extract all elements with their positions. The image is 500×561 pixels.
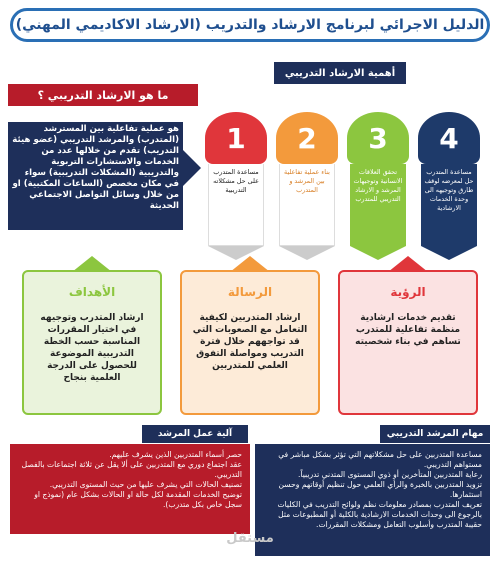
definition-arrow-icon — [183, 150, 201, 186]
importance-label: أهمية الارشاد التدريبي — [274, 62, 406, 84]
step-1-badge: 1 — [205, 112, 267, 164]
vision-card — [338, 270, 478, 415]
step-4-point-icon — [421, 246, 477, 260]
mechanism-label: آلية عمل المرشد — [142, 425, 248, 443]
watermark-logo: مستقل — [226, 531, 274, 546]
step-3-text: تحقق العلاقات الانسانية وتوجيهات المرشد و الارشاد التدريبي للمتدرب — [350, 164, 406, 246]
vision-card-arrow-icon — [388, 256, 428, 272]
vision-card-title: الرؤية — [390, 285, 426, 299]
message-card-arrow-icon — [230, 256, 270, 272]
step-3-badge: 3 — [347, 112, 409, 164]
goals-card-title: الأهداف — [68, 285, 116, 299]
goals-card-arrow-icon — [72, 256, 112, 272]
goals-card — [22, 270, 162, 415]
tasks-label: مهام المرشد التدريبي — [380, 425, 490, 443]
page-title: الدليل الاجرائي لبرنامج الارشاد والتدريب (الارشاد الاكاديمي المهني) — [15, 17, 485, 33]
mechanism-line-4: توضيح الخدمات المقدمة لكل حالة او الحالات بشكل عام (نموذج او سجل خاص بكل متدرب). — [34, 490, 242, 509]
tasks-line-1: مساعدة المتدربين على حل مشكلاتهم التي تؤثر بشكل مباشر في مستواهم التدريبي. — [278, 450, 482, 469]
step-1 — [205, 112, 267, 260]
step-2-text: بناء عملية تفاعلية بين المرشد و المتدرب — [279, 164, 335, 246]
message-card-text: ارشاد المتدربين لكيفية التعامل مع الصعوبات التي قد تواجههم خلال فترة التدريب ومواصلة التفوق العلمي للمتدربين — [192, 313, 308, 371]
mechanism-line-1: حصر أسماء المتدربين الذين يشرف عليهم. — [109, 450, 242, 459]
vision-card-text: تقديم خدمات ارشادية منظمة تفاعلية للمتدرب تساهم في بناء شخصيته — [355, 313, 461, 347]
step-2-point-icon — [279, 246, 335, 260]
goals-card-text: ارشاد المتدرب وتوجيهه في اختيار المقررات المناسبة حسب الخطة التدريبية الموضوعة للحصول على الدرجة العلمية بنجاح — [40, 313, 144, 383]
mechanism-panel — [10, 444, 250, 534]
mechanism-line-2: عقد اجتماع دوري مع المتدربين على ألا يقل عن ثلاثة اجتماعات بالفصل التدريبي. — [21, 460, 242, 479]
step-2 — [276, 112, 338, 260]
message-card-title: الرسالة — [227, 285, 273, 299]
step-2-badge: 2 — [276, 112, 338, 164]
message-card — [180, 270, 320, 415]
step-4 — [418, 112, 480, 260]
mechanism-line-3: تصنيف الحالات التي يشرف عليها من حيث المستوى التدريبي. — [49, 480, 242, 489]
tasks-line-3: تزويد المتدربين بالخبرة والرأي العلمي حول تنظيم أوقاتهم وحسن استثمارها. — [278, 480, 482, 499]
definition-text: هو عملية تفاعلية بين المسترشد (المتدرب) والمرشد التدريبي (عضو هيئة التدريب) تقدم من خلالها عدد من الخدمات والاستشارات التربوية والتدريبية (المشكلات التدريبية) سواء في مكان مخصص (الساعات المكتبية) او من خلال وسائل التواصل الاجتماعي الحديثة — [8, 122, 183, 230]
question-label: ما هو الارشاد التدريبي ؟ — [8, 84, 198, 106]
step-4-text: مساعدة المتدرب حل لمعرضه لوقف طارق وتوجيهه الى وحدة الخدمات الارشادية — [421, 164, 477, 246]
step-3 — [347, 112, 409, 260]
step-1-text: مساعدة المتدرب على حل مشكلاته التدريبية — [208, 164, 264, 246]
tasks-panel — [255, 444, 490, 556]
tasks-line-2: رعاية المتدربين المتأخرين أو ذوي المستوى المتدني تدريبياً. — [298, 470, 482, 479]
page-title-bar — [10, 8, 490, 42]
step-4-badge: 4 — [418, 112, 480, 164]
tasks-line-4: تعريف المتدرب بمصادر معلومات نظم ولوائح التدريب في الكليات بالرجوع الى وحدات الخدمات الارشادية بالكلية أو المطبوعات مثل حقيبة المتدرب وأسلوب التعامل ومشكلات المقررات. — [277, 500, 482, 529]
